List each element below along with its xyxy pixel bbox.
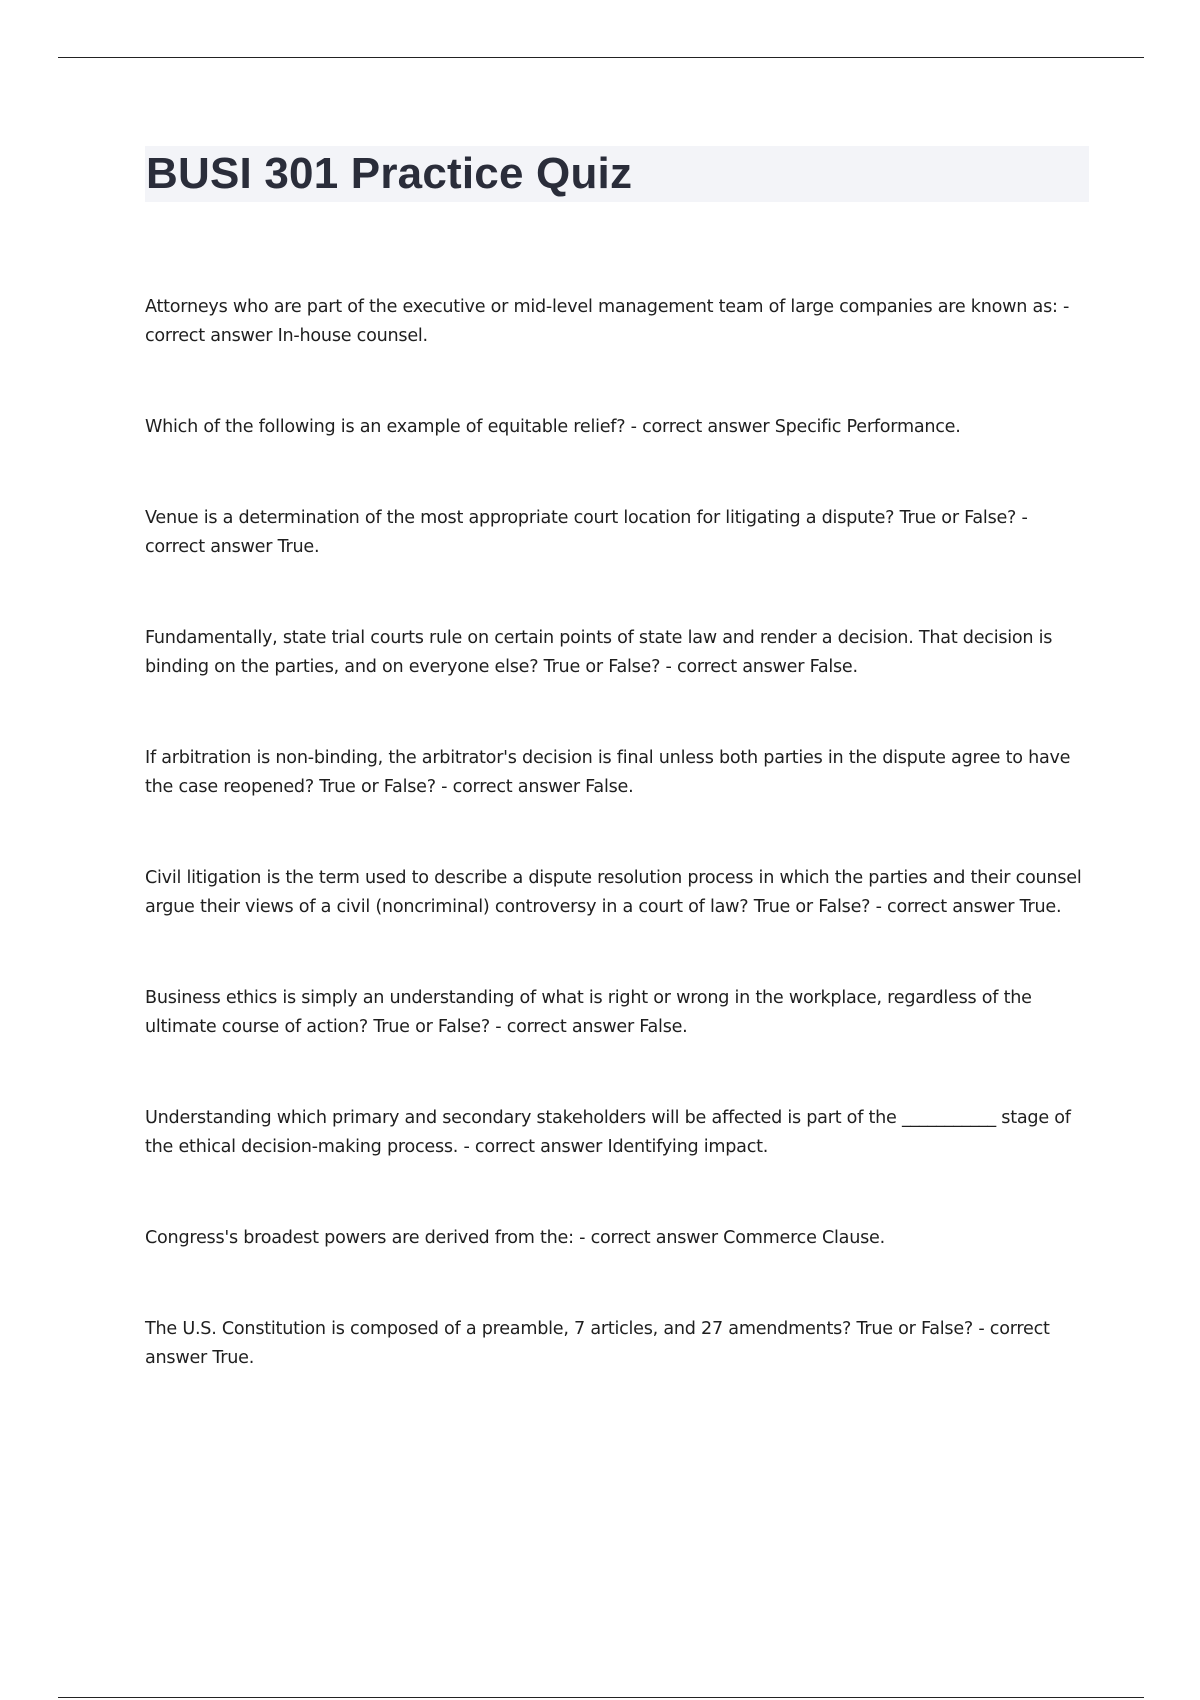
question-item: Understanding which primary and secondary stakeholders will be affected is part of the ___________ stage of the ethical decision-making process. - correct answer Identifying impact. [145,1108,1071,1157]
question-item: Congress's broadest powers are derived from the: - correct answer Commerce Clause. [145,1228,885,1248]
page-title: BUSI 301 Practice Quiz [146,149,633,198]
top-divider [58,57,1144,58]
question-item: Venue is a determination of the most appropriate court location for litigating a dispute? True or False? - correct answer True. [145,508,1028,557]
question-item: If arbitration is non-binding, the arbitrator's decision is final unless both parties in the dispute agree to have the case reopened? True or False? - correct answer False. [145,748,1071,797]
bottom-divider [58,1697,1144,1698]
question-list [145,293,1085,1373]
question-item: Attorneys who are part of the executive or mid-level management team of large companies are known as: - correct answer In-house counsel. [145,297,1070,346]
question-item: Civil litigation is the term used to describe a dispute resolution process in which the parties and their counsel argue their views of a civil (noncriminal) controversy in a court of law? True or False? - correct answer True. [145,868,1082,917]
question-item: The U.S. Constitution is composed of a preamble, 7 articles, and 27 amendments? True or False? - correct answer True. [145,1319,1050,1368]
question-item: Business ethics is simply an understanding of what is right or wrong in the workplace, regardless of the ultimate course of action? True or False? - correct answer False. [145,988,1032,1037]
question-item: Which of the following is an example of equitable relief? - correct answer Specific Performance. [145,417,961,437]
question-item: Fundamentally, state trial courts rule on certain points of state law and render a decision. That decision is binding on the parties, and on everyone else? True or False? - correct answer False. [145,628,1053,677]
